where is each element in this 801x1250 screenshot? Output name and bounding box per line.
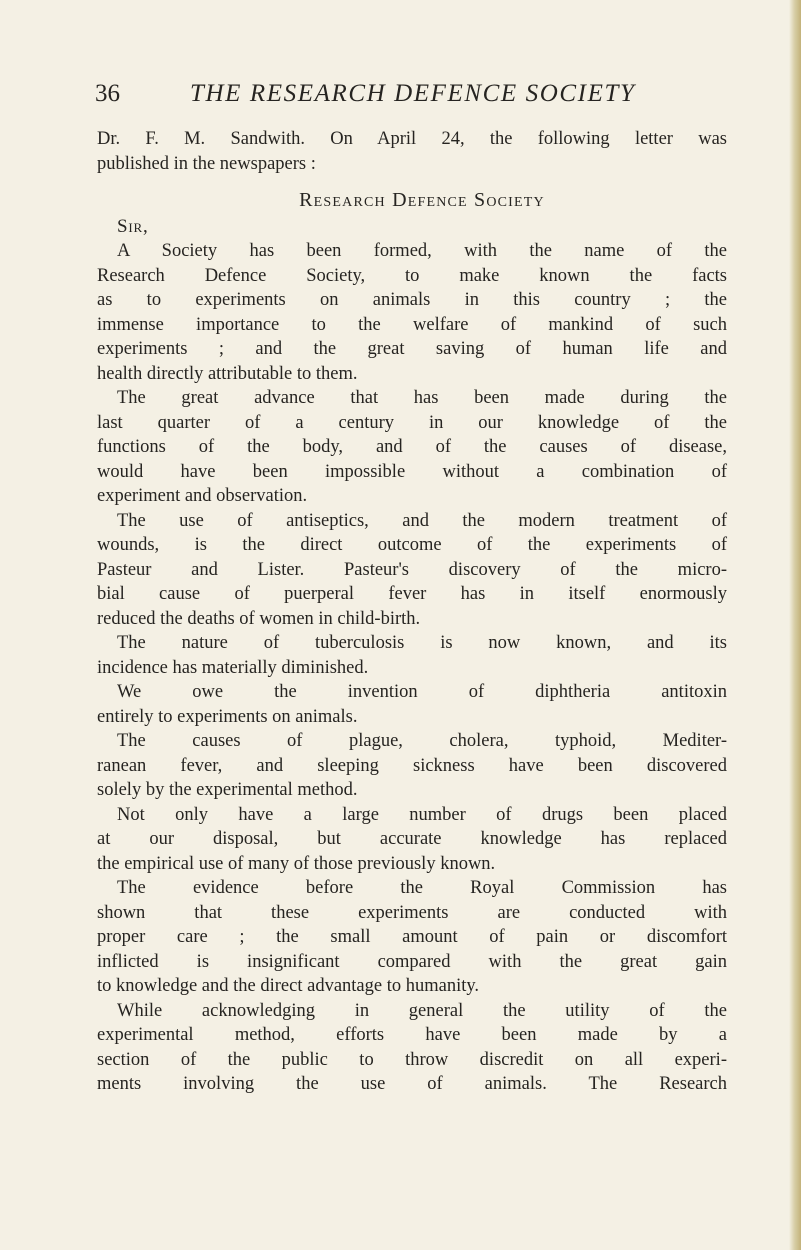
text-line: The nature of tuberculosis is now known, and its — [117, 633, 727, 653]
text-line: The use of antiseptics, and the modern treatment of — [117, 510, 727, 531]
text-line: solely by the experimental method. — [97, 780, 358, 800]
letter-paragraph — [97, 680, 727, 729]
letter-paragraph — [97, 386, 727, 509]
text-line: last quarter of a century in our knowledge of the — [97, 412, 727, 433]
letter-paragraph — [97, 239, 727, 386]
letter-paragraph — [97, 631, 727, 680]
text-line: wounds, is the direct outcome of the experiments of — [97, 535, 727, 555]
letter-salutation: Sir, — [117, 215, 149, 237]
running-head — [95, 76, 735, 112]
text-line: We owe the invention of diphtheria antitoxin — [117, 682, 727, 702]
text-line: Research Defence Society, to make known the facts — [97, 265, 727, 286]
text-line: health directly attributable to them. — [97, 363, 358, 384]
text-line: immense importance to the welfare of mankind of such — [97, 314, 727, 335]
text-line: bial cause of puerperal fever has in itself enormously — [97, 584, 727, 604]
letter-paragraph — [97, 999, 727, 1097]
letter-paragraph — [97, 876, 727, 999]
text-line: Dr. F. M. Sandwith. On April 24, the following letter was — [97, 129, 727, 149]
text-line: shown that these experiments are conducted with — [97, 902, 727, 923]
text-line: published in the newspapers : — [97, 153, 316, 174]
text-line: Not only have a large number of drugs been placed — [117, 804, 727, 825]
text-line: experimental method, efforts have been made by a — [97, 1025, 727, 1045]
text-line: experiments ; and the great saving of human life and — [97, 339, 727, 359]
text-line: proper care ; the small amount of pain or discomfort — [97, 927, 727, 947]
page-edge — [789, 0, 801, 1250]
running-head-title: THE RESEARCH DEFENCE SOCIETY — [190, 80, 636, 107]
text-line: The great advance that has been made during the — [117, 388, 727, 408]
text-line: incidence has materially diminished. — [97, 657, 369, 678]
text-line: The causes of plague, cholera, typhoid, Mediter- — [117, 731, 727, 751]
text-line: the empirical use of many of those previously known. — [97, 853, 496, 874]
text-line: ranean fever, and sleeping sickness have been discovered — [97, 755, 727, 776]
text-line: inflicted is insignificant compared with the great gain — [97, 951, 727, 972]
text-line: While acknowledging in general the utility of the — [117, 1000, 727, 1021]
page-number: 36 — [95, 80, 120, 107]
text-line: as to experiments on animals in this country ; the — [97, 290, 727, 310]
text-line: would have been impossible without a combination of — [97, 461, 727, 482]
text-line: Pasteur and Lister. Pasteur's discovery of the micro- — [97, 559, 727, 580]
text-line: to knowledge and the direct advantage to humanity. — [97, 976, 480, 996]
body-text — [97, 127, 727, 1097]
text-line: reduced the deaths of women in child-birth. — [97, 608, 421, 629]
letter-paragraph — [97, 803, 727, 877]
text-line: The evidence before the Royal Commission has — [117, 878, 727, 898]
text-line: A Society has been formed, with the name of the — [117, 241, 727, 261]
text-line: at our disposal, but accurate knowledge has replaced — [97, 829, 727, 849]
text-line: experiment and observation. — [97, 486, 308, 506]
intro-paragraph — [97, 127, 727, 176]
letter-heading: Research Defence Society — [299, 189, 545, 211]
letter-paragraph — [97, 729, 727, 803]
text-line: section of the public to throw discredit on all experi- — [97, 1049, 727, 1070]
text-line: ments involving the use of animals. The Research — [97, 1074, 727, 1094]
text-line: entirely to experiments on animals. — [97, 706, 358, 727]
text-line: functions of the body, and of the causes of disease, — [97, 437, 727, 457]
letter-paragraph — [97, 509, 727, 632]
